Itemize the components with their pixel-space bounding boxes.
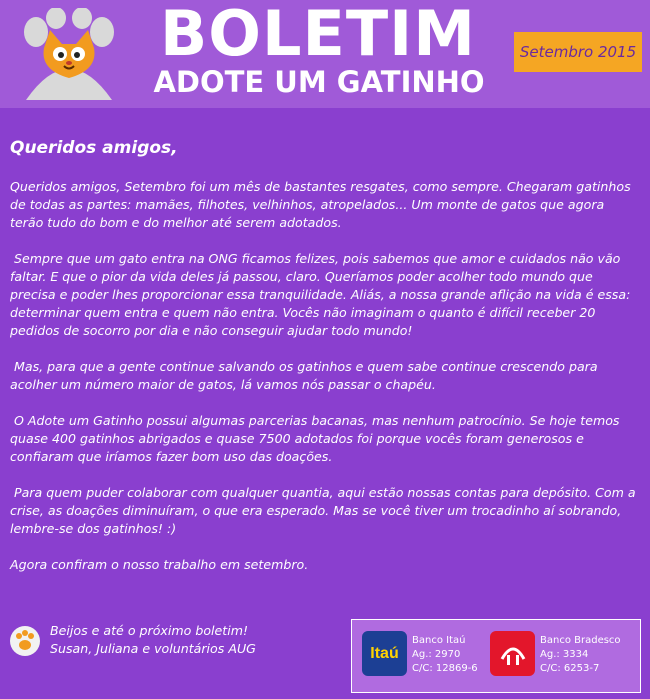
paragraph: Mas, para que a gente continue salvando os gatinhos e quem sabe continue crescendo para acolher um número maior de gatos, lá vamos nós passar o chapéu. xyxy=(10,359,598,392)
signoff-line: Beijos e até o próximo boletim! xyxy=(50,623,249,638)
paragraph: Queridos amigos, Setembro foi um mês de bastantes resgates, como sempre. Chegaram gatinhos de todas as partes: mamães, filhotes, velhinhos, atropelados... Um monte de gatos que agora terão tudo do bom e do melhor até serem adotados. xyxy=(10,179,631,230)
newsletter-body xyxy=(0,108,650,618)
paw-icon xyxy=(10,626,40,656)
bank-agency: Ag.: 3334 xyxy=(540,649,589,660)
bradesco-logo-icon xyxy=(490,631,535,676)
date-badge: Setembro 2015 xyxy=(514,32,642,72)
newsletter-footer xyxy=(0,612,650,699)
newsletter-header xyxy=(0,0,650,108)
paragraph: Agora confiram o nosso trabalho em setembro. xyxy=(10,557,309,572)
cat-paw-logo-icon xyxy=(14,8,124,104)
newsletter-subtitle: ADOTE UM GATINHO xyxy=(153,65,485,99)
paragraph: Para quem puder colaborar com qualquer quantia, aqui estão nossas contas para depósito. Com a crise, as doações diminuíram, o que era esperado. Mas se você tiver um trocadinho aí sobrando, lembre-se dos gatinhos! :) xyxy=(10,485,636,536)
itau-logo-text: Itaú xyxy=(370,644,399,662)
bank-account: C/C: 12869-6 xyxy=(412,663,478,674)
bank-accounts-box xyxy=(351,619,641,693)
signoff-signature: Susan, Juliana e voluntários AUG xyxy=(50,641,256,656)
itau-logo-icon xyxy=(362,631,407,676)
bank-agency: Ag.: 2970 xyxy=(412,649,461,660)
bank-info-bradesco xyxy=(540,634,621,676)
bank-account: C/C: 6253-7 xyxy=(540,663,600,674)
greeting: Queridos amigos, xyxy=(10,138,178,158)
paragraph: O Adote um Gatinho possui algumas parcerias bacanas, mas nenhum patrocínio. Se hoje temos quase 400 gatinhos abrigados e quase 7500 adotados foi porque vocês foram generosos e confiaram que iríamos fazer bom uso das doações. xyxy=(10,413,620,464)
signoff xyxy=(50,622,256,658)
paragraph: Sempre que um gato entra na ONG ficamos felizes, pois sabemos que amor e cuidados não vão faltar. E que o pior da vida deles já passou, claro. Queríamos poder acolher todo mundo que precisa e poder lhes proporcionar essa tranquilidade. Aliás, a nossa grande aflição na vida é essa: determinar quem entra e quem não entra. Vocês não imaginam o quanto é difícil receber 20 pedidos de socorro por dia e não conseguir ajudar todo mundo! xyxy=(10,251,631,338)
bank-name: Banco Bradesco xyxy=(540,635,621,646)
bank-name: Banco Itaú xyxy=(412,635,466,646)
newsletter-title: BOLETIM xyxy=(160,0,476,70)
bank-info-itau xyxy=(412,634,478,676)
